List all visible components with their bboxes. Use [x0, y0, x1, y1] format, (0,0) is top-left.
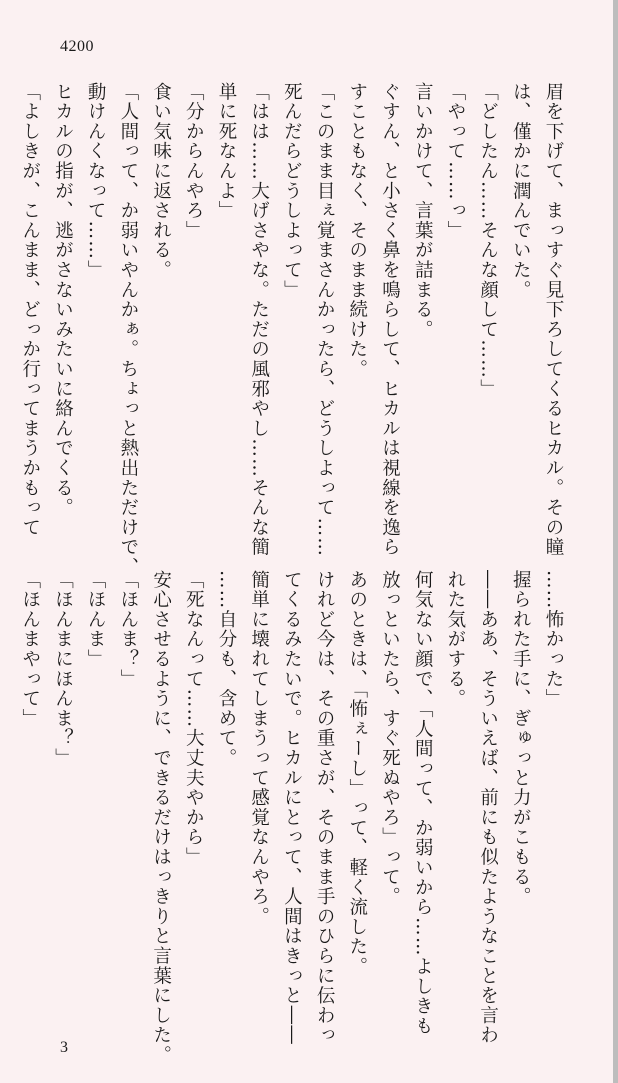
text-line: 握られた手に、ぎゅっと力がこもる。: [510, 570, 532, 907]
text-line: 簡単に壊れてしまうって感覚なんやろ。: [248, 570, 270, 927]
text-line: ヒカルの指が、逃がさないみたいに絡んでくる。: [52, 82, 74, 518]
text-line: 「ほんまやって」: [19, 570, 41, 729]
text-line: けれど今は、その重さが、そのまま手のひらに伝わっ: [314, 570, 336, 1046]
text-line: れた気がする。: [444, 570, 466, 709]
text-line: 安心させるように、できるだけはっきりと言葉にした。: [150, 570, 172, 1065]
text-line: 「このまま目ぇ覚まさんかったら、どうしよって……: [314, 82, 336, 558]
text-line: 単に死なんよ」: [215, 82, 237, 221]
text-line: 「死なんって……大丈夫やから」: [183, 570, 205, 867]
text-line: てくるみたいで。ヒカルにとって、人間はきっと――: [281, 570, 303, 1046]
text-line: 「どしたん……そんな顔して……」: [477, 82, 499, 399]
text-line: 「分からんやろ」: [183, 82, 205, 241]
text-line: ……自分も、含めて。: [215, 570, 237, 768]
text-line: 放っといたら、すぐ死ぬやろ」って。: [379, 570, 401, 907]
text-line: 何気ない顔で、「人間って、か弱いから……よしきも: [412, 570, 434, 1036]
text-block-top: [13, 82, 569, 577]
text-line: 「はは……大げさやな。ただの風邪やし……そんな簡: [248, 82, 270, 558]
text-block-bottom: [13, 570, 569, 1065]
text-line: 「やって……っ」: [444, 82, 466, 241]
text-line: すこともなく、そのまま続けた。: [346, 82, 368, 379]
page-footer-number: 3: [60, 1039, 68, 1056]
text-line: ――ああ、そういえば、前にも似たようなことを言わ: [477, 570, 499, 1046]
text-line: 「ほんま」: [85, 570, 107, 669]
text-line: ぐすん、と小さく鼻を鳴らして、ヒカルは視線を逸ら: [379, 82, 401, 558]
text-line: 「ほんまにほんま？」: [52, 570, 74, 768]
text-line: あのときは、「怖ぇーし」って、軽く流した。: [346, 570, 368, 977]
text-line: 言いかけて、言葉が詰まる。: [412, 82, 434, 340]
text-line: 眉を下げて、まっすぐ見下ろしてくるヒカル。その瞳: [543, 82, 564, 558]
text-line: 動けんくなって……」: [85, 82, 107, 280]
text-line: 「人間って、か弱いやんかぁ。ちょっと熱出ただけで、: [117, 82, 139, 577]
text-line: は、僅かに潤んでいた。: [510, 82, 532, 300]
page-header-number: 4200: [60, 38, 94, 55]
text-line: 食い気味に返される。: [150, 82, 172, 280]
text-line: 「よしきが、こんまま、どっか行ってまうかもって: [19, 82, 41, 538]
text-line: ……怖かった」: [543, 570, 564, 709]
text-line: 「ほんま？」: [117, 570, 139, 689]
text-line: 死んだらどうしよって」: [281, 82, 303, 300]
